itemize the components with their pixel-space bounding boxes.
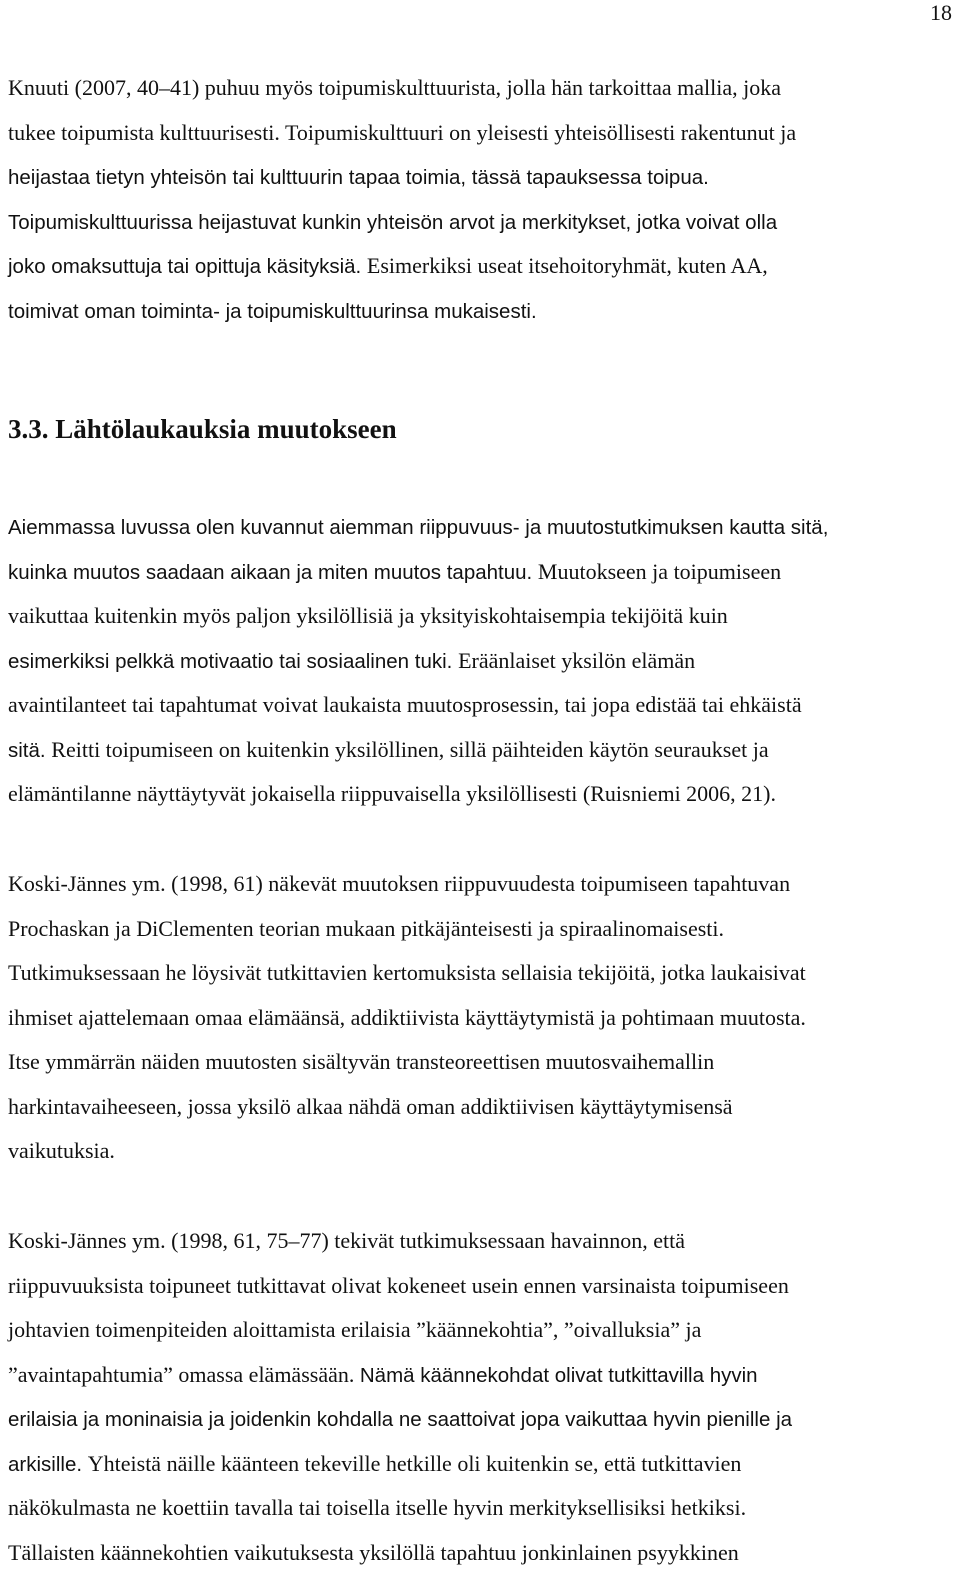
- text-line: [8, 296, 537, 326]
- text-line: [8, 207, 777, 237]
- text-segment: Koski-Jännes ym. (1998, 61, 75–77) tekivät tutkimuksessaan havainnon, että: [8, 1228, 685, 1253]
- text-segment: elämäntilanne näyttäytyvät jokaisella riippuvaisella yksilöllisesti (Ruisniemi 2006, 21).: [8, 781, 777, 806]
- text-segment: heijastaa tietyn yhteisön tai kulttuurin tapaa toimia, tässä tapauksessa toipua.: [8, 166, 709, 189]
- text-segment: Muutokseen ja toipumiseen: [537, 558, 782, 584]
- text-segment: johtavien toimenpiteiden aloittamista erilaisia ”käännekohtia”, ”oivalluksia” ja: [8, 1317, 702, 1342]
- text-line: [8, 512, 828, 542]
- text-segment: joko omaksuttuja tai opittuja käsityksiä.: [8, 255, 367, 278]
- text-line: [8, 1003, 806, 1033]
- text-segment: Tällaisten käännekohtien vaikutuksesta yksilöllä tapahtuu jonkinlainen psyykkinen: [8, 1539, 739, 1565]
- text-line: [8, 1538, 739, 1568]
- text-segment: Prochaskan ja DiClementen teorian mukaan pitkäjänteisesti ja spiraalinomaisesti.: [8, 915, 725, 941]
- text-line: [8, 646, 695, 676]
- text-segment: Tutkimuksessaan he löysivät tutkittavien kertomuksista sellaisia tekijöitä, jotka laukaisivat: [8, 960, 806, 985]
- text-segment: näkökulmasta ne koettiin tavalla tai toisella itselle hyvin merkityksellisiksi hetkiksi.: [8, 1495, 747, 1520]
- text-line: [8, 162, 709, 192]
- text-segment: vaikuttaa kuitenkin myös paljon yksilöllisiä ja yksityiskohtaisempia tekijöitä kuin: [8, 603, 728, 628]
- text-segment: Aiemmassa luvussa olen kuvannut aiemman riippuvuus- ja muutostutkimuksen kautta sitä,: [8, 516, 829, 539]
- text-segment: Koski-Jännes ym. (1998, 61) näkevät muutoksen riippuvuudesta toipumiseen tapahtuvan: [8, 871, 791, 896]
- text-line: [8, 73, 781, 103]
- text-segment: Reitti toipumiseen on kuitenkin yksilöllinen, sillä päihteiden käytön seuraukset ja: [51, 736, 769, 762]
- text-line: [8, 1136, 115, 1166]
- text-segment: Nämä käännekohdat olivat tutkittavilla hyvin: [359, 1363, 758, 1387]
- text-line: [8, 735, 769, 765]
- text-line: [8, 557, 781, 587]
- text-segment: Itse ymmärrän näiden muutosten sisältyvän transteoreettisen muutosvaihemallin: [8, 1049, 715, 1074]
- text-line: [8, 601, 728, 631]
- text-segment: harkintavaiheeseen, jossa yksilö alkaa nähdä oman addiktiivisen käyttäytymisensä: [8, 1093, 733, 1119]
- text-line: [8, 1404, 792, 1434]
- text-segment: erilaisia ja moninaisia ja joidenkin kohdalla ne saattoivat jopa vaikuttaa hyvin pienille ja: [8, 1408, 793, 1431]
- text-line: [8, 1092, 733, 1122]
- text-line: [8, 1047, 714, 1077]
- text-segment: Knuuti (2007, 40–41) puhuu myös toipumiskulttuurista, jolla hän tarkoittaa mallia, joka: [8, 75, 781, 100]
- text-line: [8, 1315, 701, 1345]
- text-segment: esimerkiksi pelkkä motivaatio tai sosiaalinen tuki.: [8, 649, 459, 673]
- text-line: [8, 914, 724, 944]
- text-line: [8, 1493, 746, 1523]
- text-segment: avaintilanteet tai tapahtumat voivat laukaista muutosprosessin, tai jopa edistää tai ehkäistä: [8, 692, 802, 717]
- text-line: [8, 1449, 741, 1479]
- text-line: [8, 1271, 789, 1301]
- text-line: [8, 1226, 685, 1256]
- text-line: [8, 779, 776, 809]
- text-segment: Toipumiskulttuurissa heijastuvat kunkin yhteisön arvot ja merkitykset, jotka voivat olla: [8, 210, 778, 234]
- text-segment: riippuvuuksista toipuneet tutkittavat olivat kokeneet usein ennen varsinaista toipumiseen: [8, 1272, 789, 1298]
- text-line: [8, 690, 802, 720]
- text-segment: sitä.: [8, 738, 52, 762]
- text-segment: Yhteistä näille käänteen tekeville hetkille oli kuitenkin se, että tutkittavien: [87, 1450, 742, 1476]
- text-segment: ihmiset ajattelemaan omaa elämäänsä, addiktiivista käyttäytymistä ja pohtimaan muutosta.: [8, 1004, 806, 1030]
- text-segment: Esimerkiksi useat itsehoitoryhmät, kuten AA,: [366, 253, 768, 278]
- text-segment: toimivat oman toiminta- ja toipumiskulttuurinsa mukaisesti.: [8, 299, 537, 323]
- text-segment: vaikutuksia.: [8, 1138, 115, 1163]
- text-line: [8, 251, 768, 281]
- page-number: 18: [930, 0, 952, 25]
- text-line: [8, 1360, 758, 1390]
- text-line: [8, 869, 790, 899]
- text-segment: ”avaintapahtumia” omassa elämässään.: [8, 1361, 360, 1387]
- section-heading: 3.3. Lähtölaukauksia muutokseen: [8, 414, 397, 444]
- text-line: [8, 958, 806, 988]
- text-segment: tukee toipumista kulttuurisesti. Toipumiskulttuuri on yleisesti yhteisöllisesti rakentunut ja: [8, 119, 797, 145]
- text-segment: arkisille.: [8, 1452, 88, 1476]
- text-line: [8, 118, 796, 148]
- text-segment: kuinka muutos saadaan aikaan ja miten muutos tapahtuu.: [8, 560, 538, 584]
- text-segment: Eräänlaiset yksilön elämän: [458, 647, 696, 673]
